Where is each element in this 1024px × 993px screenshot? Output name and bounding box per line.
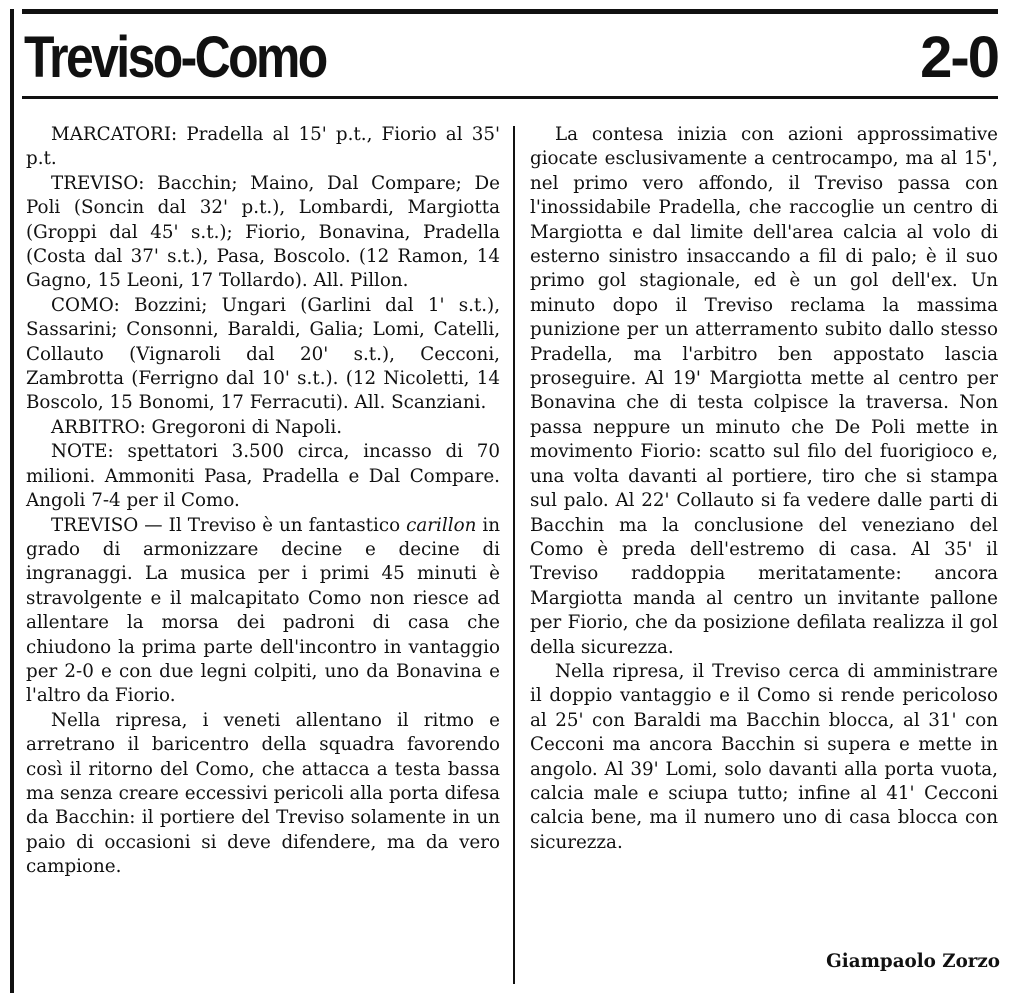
intro-paragraph — [26, 514, 500, 709]
fact-notes — [26, 440, 500, 513]
fact-referee — [26, 416, 500, 440]
column-divider — [513, 126, 515, 984]
dateline: TREVISO — — [51, 514, 163, 536]
fact-text: Bozzini; Ungari (Garlini dal 1' s.t.), Sassarini; Consonni, Baraldi, Galia; Lomi, Catelli, Collauto (Vignaroli dal 20' s.t.), Cecconi, Zambrotta (Ferrigno dal 10' s.t.). (12 Nicoletti, 14 Boscolo, 15 Bonomi, 17 Ferracuti). All. Scanziani. — [26, 294, 501, 414]
headline-rule — [22, 96, 998, 99]
left-border-rule — [10, 9, 14, 993]
fact-label: ARBITRO: — [51, 416, 146, 438]
intro-text-end: in grado di armonizzare decine e decine di ingranaggi. La musica per i primi 45 minuti è stravolgente e il malcapitato Como non riesce ad allentare la morsa dei padroni di casa che chiudono la prima parte dell'incontro in vantaggio per 2-0 e con due legni colpiti, uno da Bonavina e l'altro da Fiorio. — [26, 514, 501, 707]
body-paragraph: Nella ripresa, i veneti allentano il ritmo e arretrano il baricentro della squadra favorendo così il ritorno del Como, che attacca a testa bassa ma senza creare eccessivi pericoli alla porta difesa da Bacchin: il portiere del Treviso solamente in un paio di occasioni si deve difendere, ma da vero campione. — [26, 709, 500, 878]
intro-text-start: Il Treviso è un fantastico — [168, 514, 401, 536]
headline: Treviso-Como — [24, 25, 326, 90]
fact-label: COMO: — [51, 294, 120, 316]
fact-scorers — [26, 123, 500, 172]
article-column-right — [530, 123, 998, 855]
fact-label: MARCATORI: — [51, 124, 178, 145]
author-byline: Giampaolo Zorzo — [826, 951, 1000, 972]
fact-text: Gregoroni di Napoli. — [151, 416, 343, 438]
body-paragraph: Nella ripresa, il Treviso cerca di amministrare il doppio vantaggio e il Como si rende pericoloso al 25' con Baraldi ma Bacchin blocca, al 31' con Cecconi ma ancora Bacchin si supera e mette in angolo. Al 39' Lomi, solo davanti alla porta vuota, calcia male e sciupa tutto; infine al 41' Cecconi calcia bene, ma il numero uno di casa blocca con sicurezza. — [530, 660, 998, 853]
body-paragraph: La contesa inizia con azioni approssimative giocate esclusivamente a centrocampo, ma al 15', nel primo vero affondo, il Treviso passa con l'inossidabile Pradella, che raccoglie un centro di Margiotta e dal limite dell'area calcia al volo di esterno sinistro insaccando a fil di palo; è il suo primo gol stagionale, ed è un gol dell'ex. Un minuto dopo il Treviso reclama la massima punizione per un atterramento subito dallo stesso Pradella, ma l'arbitro ben appostato lascia proseguire. Al 19' Margiotta mette al centro per Bonavina che di testa colpisce la traversa. Non passa neppure un minuto che De Poli mette in movimento Fiorio: scatto sul filo del fuorigioco e, una volta davanti al portiere, tiro che si stampa sul palo. Al 22' Collauto si fa vedere dalle parti di Bacchin ma la conclusione del veneziano del Como è preda dell'estremo di casa. Al 35' il Treviso raddoppia meritatamente: ancora Margiotta manda al centro un invitante pallone per Fiorio, che da posizione defilata realizza il gol della sicurezza. — [530, 124, 998, 658]
top-rule — [22, 9, 998, 14]
fact-text: Bacchin; Maino, Dal Compare; De Poli (Soncin dal 32' p.t.), Lombardi, Margiotta (Groppi dal 45' s.t.); Fiorio, Bonavina, Pradella (Costa dal 37' s.t.), Pasa, Boscolo. (12 Ramon, 14 Gagno, 15 Leoni, 17 Tollardo). All. Pillon. — [26, 172, 500, 292]
fact-text: spettatori 3.500 circa, incasso di 70 milioni. Ammoniti Pasa, Pradella e Dal Compare. Angoli 7-4 per il Como. — [26, 441, 501, 512]
fact-como-lineup — [26, 294, 500, 416]
fact-treviso-lineup — [26, 172, 500, 294]
fact-label: NOTE: — [51, 441, 114, 463]
intro-italic-word: carillon — [406, 514, 477, 536]
fact-label: TREVISO: — [51, 172, 145, 194]
article-column-left — [26, 123, 500, 880]
match-score: 2-0 — [920, 25, 998, 90]
fact-text: Pradella al 15' p.t., Fiorio al 35' p.t. — [26, 124, 500, 170]
